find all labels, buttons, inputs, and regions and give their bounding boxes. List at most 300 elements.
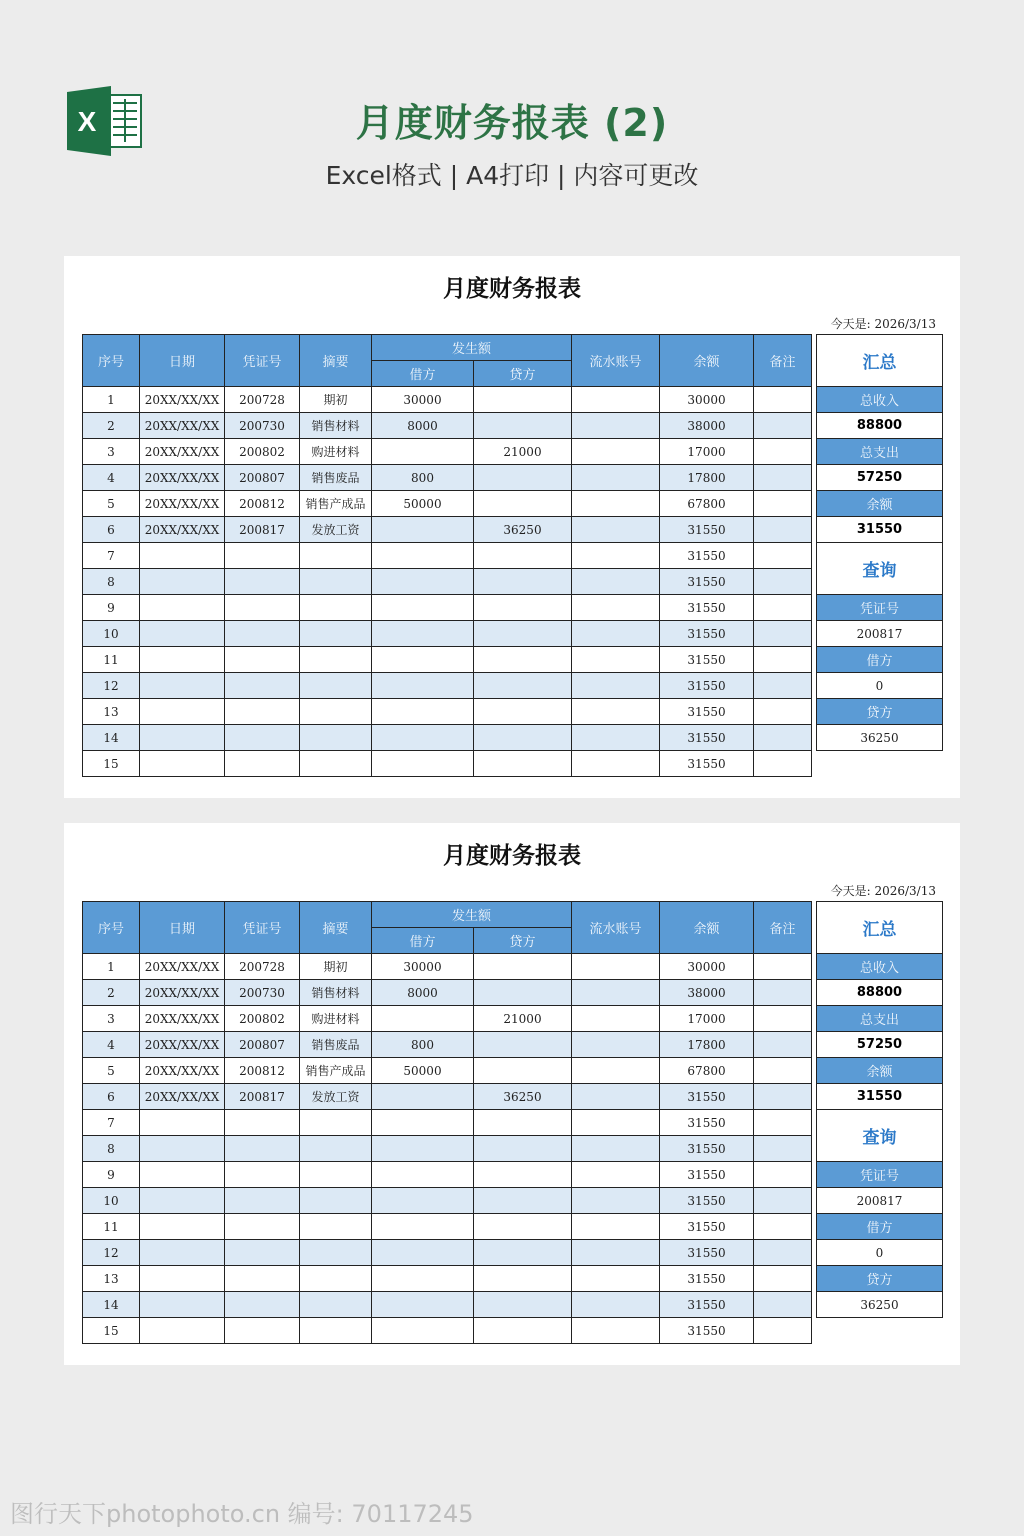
cell-index[interactable]: 11: [83, 647, 140, 673]
cell-note[interactable]: [754, 621, 812, 647]
cell-date[interactable]: 20XX/XX/XX: [140, 491, 225, 517]
cell-summary[interactable]: 期初: [300, 954, 372, 980]
cell-note[interactable]: [754, 413, 812, 439]
cell-balance[interactable]: 67800: [660, 1058, 754, 1084]
cell-voucher[interactable]: 200807: [225, 1032, 300, 1058]
cell-voucher[interactable]: [225, 1292, 300, 1318]
cell-debit[interactable]: [372, 1084, 474, 1110]
cell-note[interactable]: [754, 1032, 812, 1058]
cell-credit[interactable]: [474, 1058, 572, 1084]
cell-date[interactable]: 20XX/XX/XX: [140, 1084, 225, 1110]
cell-index[interactable]: 6: [83, 1084, 140, 1110]
cell-debit[interactable]: [372, 1214, 474, 1240]
cell-date[interactable]: [140, 1188, 225, 1214]
cell-summary[interactable]: [300, 699, 372, 725]
cell-date[interactable]: 20XX/XX/XX: [140, 413, 225, 439]
cell-voucher[interactable]: [225, 1318, 300, 1344]
cell-account[interactable]: [572, 413, 660, 439]
cell-balance[interactable]: 38000: [660, 413, 754, 439]
cell-balance[interactable]: 17000: [660, 439, 754, 465]
cell-credit[interactable]: [474, 1266, 572, 1292]
cell-note[interactable]: [754, 725, 812, 751]
col-header-voucher: 凭证号: [225, 335, 300, 387]
summary-panel: [816, 901, 943, 1318]
cell-note[interactable]: [754, 543, 812, 569]
cell-summary[interactable]: 销售废品: [300, 1032, 372, 1058]
cell-debit[interactable]: [372, 569, 474, 595]
cell-index[interactable]: 9: [83, 1162, 140, 1188]
cell-index[interactable]: 12: [83, 1240, 140, 1266]
cell-date[interactable]: [140, 1136, 225, 1162]
cell-note[interactable]: [754, 595, 812, 621]
balance-label: 余额: [817, 1058, 943, 1084]
cell-credit[interactable]: [474, 1188, 572, 1214]
cell-account[interactable]: [572, 595, 660, 621]
cell-debit[interactable]: [372, 1318, 474, 1344]
cell-credit[interactable]: [474, 1318, 572, 1344]
cell-account[interactable]: [572, 517, 660, 543]
cell-date[interactable]: [140, 621, 225, 647]
cell-debit[interactable]: [372, 439, 474, 465]
cell-account[interactable]: [572, 1318, 660, 1344]
cell-summary[interactable]: [300, 1292, 372, 1318]
query-voucher-input[interactable]: 200817: [817, 621, 943, 647]
col-header-note: 备注: [754, 902, 812, 954]
cell-summary[interactable]: 购进材料: [300, 1006, 372, 1032]
cell-account[interactable]: [572, 543, 660, 569]
cell-voucher[interactable]: [225, 1162, 300, 1188]
cell-note[interactable]: [754, 954, 812, 980]
col-header-index: 序号: [83, 902, 140, 954]
cell-summary[interactable]: [300, 1162, 372, 1188]
cell-date[interactable]: 20XX/XX/XX: [140, 1006, 225, 1032]
cell-note[interactable]: [754, 517, 812, 543]
cell-summary[interactable]: [300, 1188, 372, 1214]
cell-balance[interactable]: 31550: [660, 1084, 754, 1110]
cell-balance[interactable]: 31550: [660, 517, 754, 543]
cell-summary[interactable]: 销售产成品: [300, 491, 372, 517]
cell-voucher[interactable]: 200812: [225, 1058, 300, 1084]
cell-account[interactable]: [572, 699, 660, 725]
page-subtitle: Excel格式 | A4打印 | 内容可更改: [325, 161, 699, 190]
cell-voucher[interactable]: [225, 1240, 300, 1266]
cell-summary[interactable]: [300, 1266, 372, 1292]
cell-credit[interactable]: [474, 413, 572, 439]
cell-index[interactable]: 10: [83, 621, 140, 647]
cell-date[interactable]: [140, 595, 225, 621]
cell-date[interactable]: [140, 1214, 225, 1240]
cell-index[interactable]: 14: [83, 725, 140, 751]
cell-date[interactable]: [140, 1266, 225, 1292]
cell-credit[interactable]: [474, 725, 572, 751]
cell-note[interactable]: [754, 1162, 812, 1188]
cell-note[interactable]: [754, 491, 812, 517]
cell-index[interactable]: 2: [83, 413, 140, 439]
cell-note[interactable]: [754, 673, 812, 699]
cell-index[interactable]: 1: [83, 954, 140, 980]
cell-credit[interactable]: [474, 387, 572, 413]
cell-summary[interactable]: 发放工资: [300, 1084, 372, 1110]
cell-date[interactable]: [140, 1318, 225, 1344]
cell-account[interactable]: [572, 1188, 660, 1214]
cell-credit[interactable]: [474, 465, 572, 491]
cell-credit[interactable]: [474, 1136, 572, 1162]
cell-note[interactable]: [754, 1084, 812, 1110]
col-header-amount-group: 发生额: [372, 902, 572, 928]
cell-index[interactable]: 13: [83, 699, 140, 725]
cell-balance[interactable]: 31550: [660, 1240, 754, 1266]
cell-summary[interactable]: [300, 751, 372, 777]
cell-debit[interactable]: [372, 1188, 474, 1214]
cell-voucher[interactable]: 200802: [225, 439, 300, 465]
cell-balance[interactable]: 30000: [660, 954, 754, 980]
cell-index[interactable]: 12: [83, 673, 140, 699]
cell-summary[interactable]: [300, 1318, 372, 1344]
cell-index[interactable]: 14: [83, 1292, 140, 1318]
cell-debit[interactable]: [372, 1292, 474, 1318]
cell-balance[interactable]: 31550: [660, 595, 754, 621]
cell-account[interactable]: [572, 1240, 660, 1266]
cell-debit[interactable]: [372, 621, 474, 647]
cell-debit[interactable]: 8000: [372, 980, 474, 1006]
cell-debit[interactable]: 800: [372, 465, 474, 491]
cell-account[interactable]: [572, 491, 660, 517]
cell-balance[interactable]: 31550: [660, 1110, 754, 1136]
cell-note[interactable]: [754, 1240, 812, 1266]
cell-account[interactable]: [572, 1084, 660, 1110]
cell-balance[interactable]: 31550: [660, 1162, 754, 1188]
cell-summary[interactable]: [300, 543, 372, 569]
cell-index[interactable]: 8: [83, 1136, 140, 1162]
cell-voucher[interactable]: 200817: [225, 517, 300, 543]
cell-index[interactable]: 3: [83, 1006, 140, 1032]
cell-summary[interactable]: [300, 673, 372, 699]
cell-credit[interactable]: [474, 1032, 572, 1058]
cell-voucher[interactable]: 200728: [225, 387, 300, 413]
summary-panel: [816, 334, 943, 751]
table-row: [83, 387, 812, 413]
cell-debit[interactable]: [372, 1240, 474, 1266]
cell-account[interactable]: [572, 980, 660, 1006]
cell-index[interactable]: 10: [83, 1188, 140, 1214]
cell-date[interactable]: [140, 751, 225, 777]
cell-voucher[interactable]: [225, 543, 300, 569]
cell-account[interactable]: [572, 647, 660, 673]
cell-balance[interactable]: 31550: [660, 1318, 754, 1344]
cell-date[interactable]: [140, 647, 225, 673]
cell-account[interactable]: [572, 1214, 660, 1240]
cell-credit[interactable]: [474, 543, 572, 569]
cell-balance[interactable]: 31550: [660, 1136, 754, 1162]
cell-voucher[interactable]: [225, 699, 300, 725]
cell-summary[interactable]: [300, 647, 372, 673]
cell-note[interactable]: [754, 980, 812, 1006]
cell-note[interactable]: [754, 1136, 812, 1162]
cell-account[interactable]: [572, 1032, 660, 1058]
cell-account[interactable]: [572, 673, 660, 699]
table-row: [83, 673, 812, 699]
cell-account[interactable]: [572, 465, 660, 491]
cell-balance[interactable]: 31550: [660, 751, 754, 777]
cell-credit[interactable]: [474, 569, 572, 595]
cell-balance[interactable]: 31550: [660, 1266, 754, 1292]
cell-note[interactable]: [754, 1266, 812, 1292]
cell-credit[interactable]: 21000: [474, 1006, 572, 1032]
cell-credit[interactable]: [474, 1110, 572, 1136]
cell-index[interactable]: 5: [83, 1058, 140, 1084]
cell-credit[interactable]: [474, 1240, 572, 1266]
cell-voucher[interactable]: [225, 673, 300, 699]
cell-summary[interactable]: [300, 1110, 372, 1136]
cell-debit[interactable]: [372, 725, 474, 751]
cell-date[interactable]: [140, 1162, 225, 1188]
cell-date[interactable]: 20XX/XX/XX: [140, 517, 225, 543]
cell-balance[interactable]: 31550: [660, 1292, 754, 1318]
cell-note[interactable]: [754, 1214, 812, 1240]
cell-balance[interactable]: 31550: [660, 621, 754, 647]
cell-debit[interactable]: 8000: [372, 413, 474, 439]
cell-note[interactable]: [754, 1318, 812, 1344]
cell-balance[interactable]: 17800: [660, 1032, 754, 1058]
cell-voucher[interactable]: [225, 1188, 300, 1214]
cell-summary[interactable]: [300, 725, 372, 751]
cell-credit[interactable]: [474, 980, 572, 1006]
sheet-preview-2: [64, 823, 960, 1365]
cell-date[interactable]: 20XX/XX/XX: [140, 439, 225, 465]
cell-summary[interactable]: 购进材料: [300, 439, 372, 465]
cell-index[interactable]: 1: [83, 387, 140, 413]
cell-index[interactable]: 2: [83, 980, 140, 1006]
cell-account[interactable]: [572, 1136, 660, 1162]
cell-balance[interactable]: 31550: [660, 725, 754, 751]
cell-summary[interactable]: 期初: [300, 387, 372, 413]
cell-voucher[interactable]: [225, 1136, 300, 1162]
table-row: [83, 1240, 812, 1266]
cell-note[interactable]: [754, 569, 812, 595]
cell-index[interactable]: 6: [83, 517, 140, 543]
cell-summary[interactable]: [300, 1136, 372, 1162]
cell-index[interactable]: 5: [83, 491, 140, 517]
cell-voucher[interactable]: [225, 595, 300, 621]
cell-account[interactable]: [572, 954, 660, 980]
cell-credit[interactable]: 36250: [474, 517, 572, 543]
cell-credit[interactable]: [474, 1214, 572, 1240]
col-header-note: 备注: [754, 335, 812, 387]
cell-debit[interactable]: [372, 1006, 474, 1032]
cell-debit[interactable]: [372, 1136, 474, 1162]
cell-balance[interactable]: 30000: [660, 387, 754, 413]
cell-note[interactable]: [754, 699, 812, 725]
cell-date[interactable]: [140, 1292, 225, 1318]
cell-debit[interactable]: 50000: [372, 1058, 474, 1084]
cell-balance[interactable]: 31550: [660, 699, 754, 725]
cell-index[interactable]: 4: [83, 1032, 140, 1058]
cell-debit[interactable]: [372, 595, 474, 621]
cell-note[interactable]: [754, 1188, 812, 1214]
cell-credit[interactable]: [474, 673, 572, 699]
cell-index[interactable]: 15: [83, 1318, 140, 1344]
cell-voucher[interactable]: 200730: [225, 980, 300, 1006]
query-voucher-input[interactable]: 200817: [817, 1188, 943, 1214]
cell-summary[interactable]: [300, 595, 372, 621]
cell-summary[interactable]: 销售材料: [300, 980, 372, 1006]
cell-debit[interactable]: [372, 1110, 474, 1136]
cell-voucher[interactable]: 200802: [225, 1006, 300, 1032]
cell-debit[interactable]: [372, 517, 474, 543]
cell-debit[interactable]: 30000: [372, 954, 474, 980]
cell-note[interactable]: [754, 465, 812, 491]
cell-balance[interactable]: 67800: [660, 491, 754, 517]
col-header-account: 流水账号: [572, 902, 660, 954]
cell-balance[interactable]: 38000: [660, 980, 754, 1006]
cell-credit[interactable]: [474, 751, 572, 777]
cell-account[interactable]: [572, 1058, 660, 1084]
cell-balance[interactable]: 31550: [660, 569, 754, 595]
cell-note[interactable]: [754, 1006, 812, 1032]
cell-account[interactable]: [572, 1292, 660, 1318]
cell-credit[interactable]: [474, 954, 572, 980]
cell-debit[interactable]: 50000: [372, 491, 474, 517]
cell-debit[interactable]: [372, 751, 474, 777]
cell-balance[interactable]: 31550: [660, 1188, 754, 1214]
cell-voucher[interactable]: 200807: [225, 465, 300, 491]
cell-note[interactable]: [754, 1292, 812, 1318]
cell-date[interactable]: 20XX/XX/XX: [140, 387, 225, 413]
cell-voucher[interactable]: 200817: [225, 1084, 300, 1110]
cell-debit[interactable]: 30000: [372, 387, 474, 413]
cell-date[interactable]: [140, 543, 225, 569]
col-header-summary: 摘要: [300, 902, 372, 954]
cell-index[interactable]: 8: [83, 569, 140, 595]
cell-voucher[interactable]: [225, 621, 300, 647]
cell-account[interactable]: [572, 621, 660, 647]
cell-credit[interactable]: [474, 491, 572, 517]
cell-voucher[interactable]: [225, 1110, 300, 1136]
cell-account[interactable]: [572, 751, 660, 777]
cell-summary[interactable]: 销售废品: [300, 465, 372, 491]
sheet-title: 月度财务报表: [443, 275, 581, 302]
cell-summary[interactable]: [300, 621, 372, 647]
cell-date[interactable]: 20XX/XX/XX: [140, 954, 225, 980]
cell-index[interactable]: 15: [83, 751, 140, 777]
cell-balance[interactable]: 31550: [660, 543, 754, 569]
cell-date[interactable]: [140, 1240, 225, 1266]
cell-voucher[interactable]: [225, 751, 300, 777]
cell-summary[interactable]: 发放工资: [300, 517, 372, 543]
cell-debit[interactable]: [372, 1266, 474, 1292]
cell-credit[interactable]: [474, 595, 572, 621]
query-credit-label: 贷方: [817, 699, 943, 725]
cell-credit[interactable]: [474, 647, 572, 673]
cell-account[interactable]: [572, 1266, 660, 1292]
cell-index[interactable]: 13: [83, 1266, 140, 1292]
cell-index[interactable]: 9: [83, 595, 140, 621]
cell-date[interactable]: [140, 725, 225, 751]
cell-balance[interactable]: 17800: [660, 465, 754, 491]
cell-account[interactable]: [572, 1110, 660, 1136]
cell-debit[interactable]: [372, 699, 474, 725]
col-header-voucher: 凭证号: [225, 902, 300, 954]
cell-index[interactable]: 7: [83, 1110, 140, 1136]
cell-voucher[interactable]: [225, 647, 300, 673]
cell-debit[interactable]: [372, 673, 474, 699]
today-date: 今天是: 2026/3/13: [830, 884, 936, 898]
cell-credit[interactable]: [474, 699, 572, 725]
cell-voucher[interactable]: [225, 1266, 300, 1292]
cell-date[interactable]: 20XX/XX/XX: [140, 465, 225, 491]
cell-account[interactable]: [572, 387, 660, 413]
cell-debit[interactable]: 800: [372, 1032, 474, 1058]
cell-credit[interactable]: [474, 621, 572, 647]
cell-date[interactable]: [140, 673, 225, 699]
query-debit-value: 0: [817, 1240, 943, 1266]
cell-date[interactable]: [140, 1110, 225, 1136]
cell-account[interactable]: [572, 439, 660, 465]
cell-summary[interactable]: 销售材料: [300, 413, 372, 439]
cell-index[interactable]: 3: [83, 439, 140, 465]
table-row: [83, 1162, 812, 1188]
cell-credit[interactable]: 21000: [474, 439, 572, 465]
cell-note[interactable]: [754, 387, 812, 413]
cell-index[interactable]: 7: [83, 543, 140, 569]
cell-credit[interactable]: [474, 1292, 572, 1318]
cell-credit[interactable]: 36250: [474, 1084, 572, 1110]
cell-voucher[interactable]: [225, 569, 300, 595]
cell-voucher[interactable]: 200728: [225, 954, 300, 980]
cell-voucher[interactable]: [225, 1214, 300, 1240]
sheet-preview-1: [64, 256, 960, 798]
cell-voucher[interactable]: 200730: [225, 413, 300, 439]
cell-account[interactable]: [572, 569, 660, 595]
table-row: [83, 595, 812, 621]
cell-note[interactable]: [754, 439, 812, 465]
cell-date[interactable]: 20XX/XX/XX: [140, 1058, 225, 1084]
cell-summary[interactable]: [300, 1214, 372, 1240]
sheet-title: 月度财务报表: [443, 842, 581, 869]
cell-balance[interactable]: 17000: [660, 1006, 754, 1032]
cell-debit[interactable]: [372, 647, 474, 673]
cell-account[interactable]: [572, 1162, 660, 1188]
cell-date[interactable]: [140, 569, 225, 595]
cell-balance[interactable]: 31550: [660, 1214, 754, 1240]
cell-credit[interactable]: [474, 1162, 572, 1188]
cell-debit[interactable]: [372, 1162, 474, 1188]
cell-voucher[interactable]: [225, 725, 300, 751]
cell-debit[interactable]: [372, 543, 474, 569]
table-row: [83, 491, 812, 517]
cell-account[interactable]: [572, 1006, 660, 1032]
cell-balance[interactable]: 31550: [660, 647, 754, 673]
cell-account[interactable]: [572, 725, 660, 751]
cell-summary[interactable]: 销售产成品: [300, 1058, 372, 1084]
cell-balance[interactable]: 31550: [660, 673, 754, 699]
cell-voucher[interactable]: 200812: [225, 491, 300, 517]
table-row: [83, 1006, 812, 1032]
cell-note[interactable]: [754, 1110, 812, 1136]
table-row: [83, 647, 812, 673]
cell-summary[interactable]: [300, 569, 372, 595]
cell-date[interactable]: 20XX/XX/XX: [140, 980, 225, 1006]
cell-note[interactable]: [754, 647, 812, 673]
cell-index[interactable]: 4: [83, 465, 140, 491]
table-row: [83, 517, 812, 543]
cell-summary[interactable]: [300, 1240, 372, 1266]
cell-index[interactable]: 11: [83, 1214, 140, 1240]
cell-note[interactable]: [754, 751, 812, 777]
cell-note[interactable]: [754, 1058, 812, 1084]
cell-date[interactable]: 20XX/XX/XX: [140, 1032, 225, 1058]
cell-date[interactable]: [140, 699, 225, 725]
